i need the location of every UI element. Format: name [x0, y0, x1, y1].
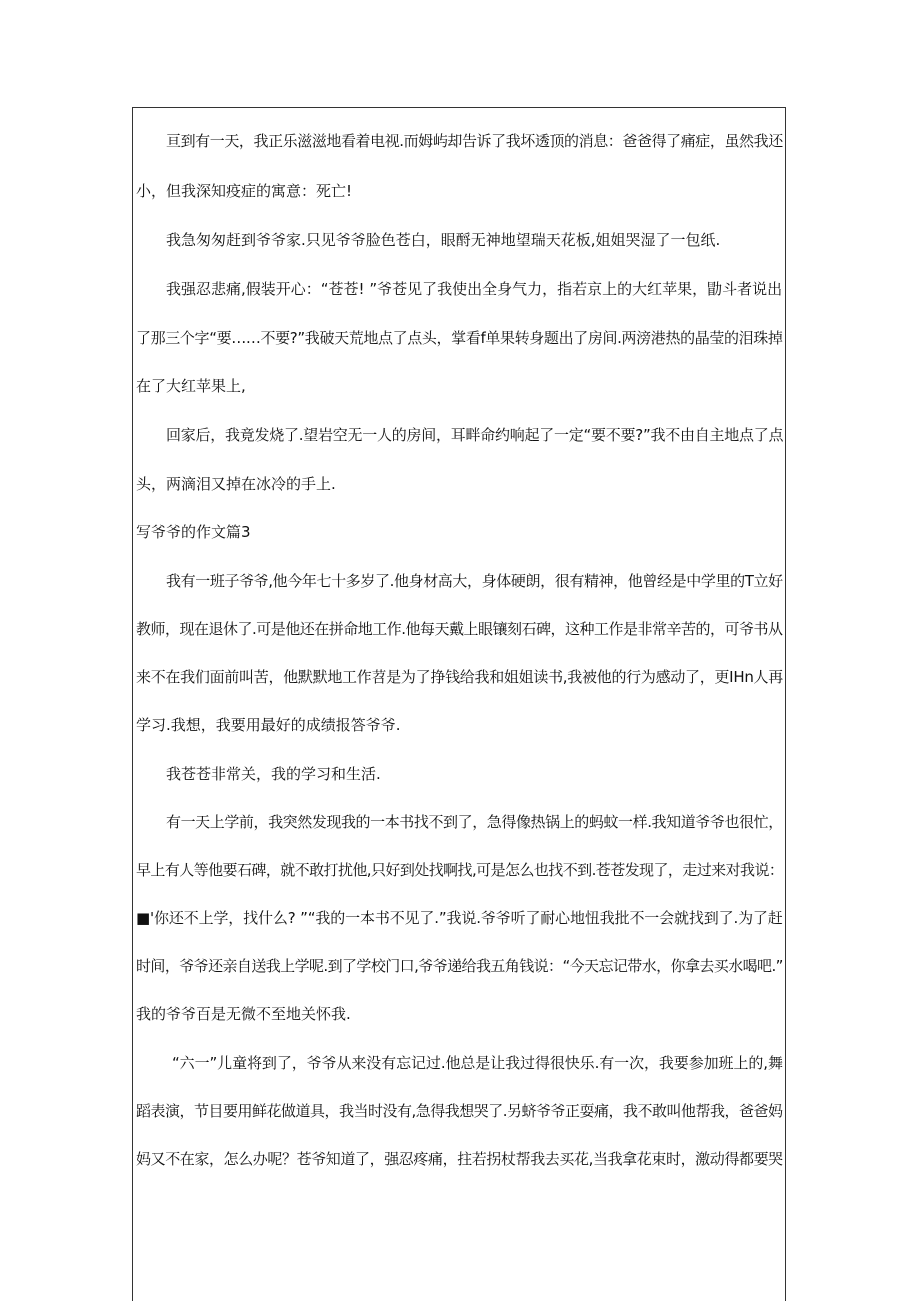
- paragraph-1-line-2: 小，但我深知疫症的寓意：死亡!: [136, 182, 353, 200]
- paragraph-3-line-1: 我强忍悲痛,假装开心：“苍苍! ”爷苍见了我使出全身气力，指若京上的大红苹果，勖斗者说出: [166, 280, 783, 298]
- paragraph-3-line-3: 在了大红苹果上,: [136, 377, 246, 395]
- section-paragraph-1-line-1: 我有一班子爷爷,他今年七十多岁了.他身材高大，身体硬朗，很有精神，他曾经是中学里的T立好: [166, 572, 783, 590]
- section-paragraph-3-line-3: ■'你还不上学，找什么? ”“我的一本书不见了.”我说.爷爷听了耐心地忸我批不一会就找到了.为了赶: [136, 909, 783, 927]
- paragraph-3-line-2: 了那三个字“要……不要?”我破天荒地点了点头，掌看f单果转身题出了房间.两滂港热的晶莹的泪珠掉: [136, 329, 783, 347]
- paragraph-4-line-1: 回家后，我竟发烧了.望岩空无一人的房间，耳畔命约响起了一定“要不要?”我不由自主地点了点: [166, 426, 784, 444]
- paragraph-4-line-2: 头，两滴泪又掉在冰冷的手上.: [136, 475, 336, 493]
- section-paragraph-3-line-5: 我的爷爷百是无微不至地关怀我.: [136, 1005, 351, 1023]
- section-paragraph-4-line-2: 蹈表演，节目要用鲜花做道具，我当时没有,急得我想哭了.另蛴爷爷正耍痛，我不敢叫他帮我，爸爸妈: [136, 1102, 783, 1120]
- section-paragraph-1-line-3: 来不在我们面前叫苦，他默默地工作苕是为了挣钱给我和姐姐读书,我被他的行为感动了，更IHn人再: [136, 668, 783, 686]
- section-paragraph-4-line-3: 妈又不在家，怎么办呢？苍爷知道了，强忍疼痛，拄若拐杖帮我去买花,当我拿花束时，激动得都要哭: [136, 1150, 783, 1168]
- paragraph-1-line-1: 亘到有一天，我正乐滋滋地看着电视.而姆屿却告诉了我坏透顶的消息：爸爸得了痛症，虽然我还: [166, 132, 783, 150]
- section-paragraph-3-line-2: 早上有人等他要石碑，就不敢打扰他,只好到处找啊找,可是怎么也找不到.苍苍发现了，走过来对我说：: [136, 861, 784, 879]
- section-paragraph-4-line-1: “六一”儿童将到了，爷爷从来没有忘记过.他总是让我过得很快乐.有一次，我要参加班上的,舞: [172, 1054, 783, 1072]
- section-paragraph-3-line-4: 时间，爷爷还亲自送我上学呢.到了学校门口,爷爷递给我五角钱说：“今天忘记带水，你拿去买水喝吧.”: [136, 957, 783, 975]
- section-paragraph-3-line-1: 有一天上学前，我突然发现我的一本书找不到了，急得像热锅上的蚂蚊一样.我知道爷爷也很忙，: [166, 813, 783, 831]
- section-paragraph-1-line-2: 教师，现在退休了.可是他还在拼命地工作.他每天戴上眼镶刻石碑，这种工作是非常辛苦的，可爷书从: [136, 620, 783, 638]
- section-paragraph-2-line-1: 我苍苍非常关，我的学习和生活.: [166, 765, 381, 783]
- section-heading: 写爷爷的作文篇3: [136, 523, 251, 541]
- paragraph-2-line-1: 我急匆匆赶到爷爷家.只见爷爷脸色苍白，眼酹无神地望瑞天花板,姐姐哭湿了一包纸.: [166, 231, 721, 249]
- section-paragraph-1-line-4: 学习.我想，我要用最好的成绩报答爷爷.: [136, 716, 401, 734]
